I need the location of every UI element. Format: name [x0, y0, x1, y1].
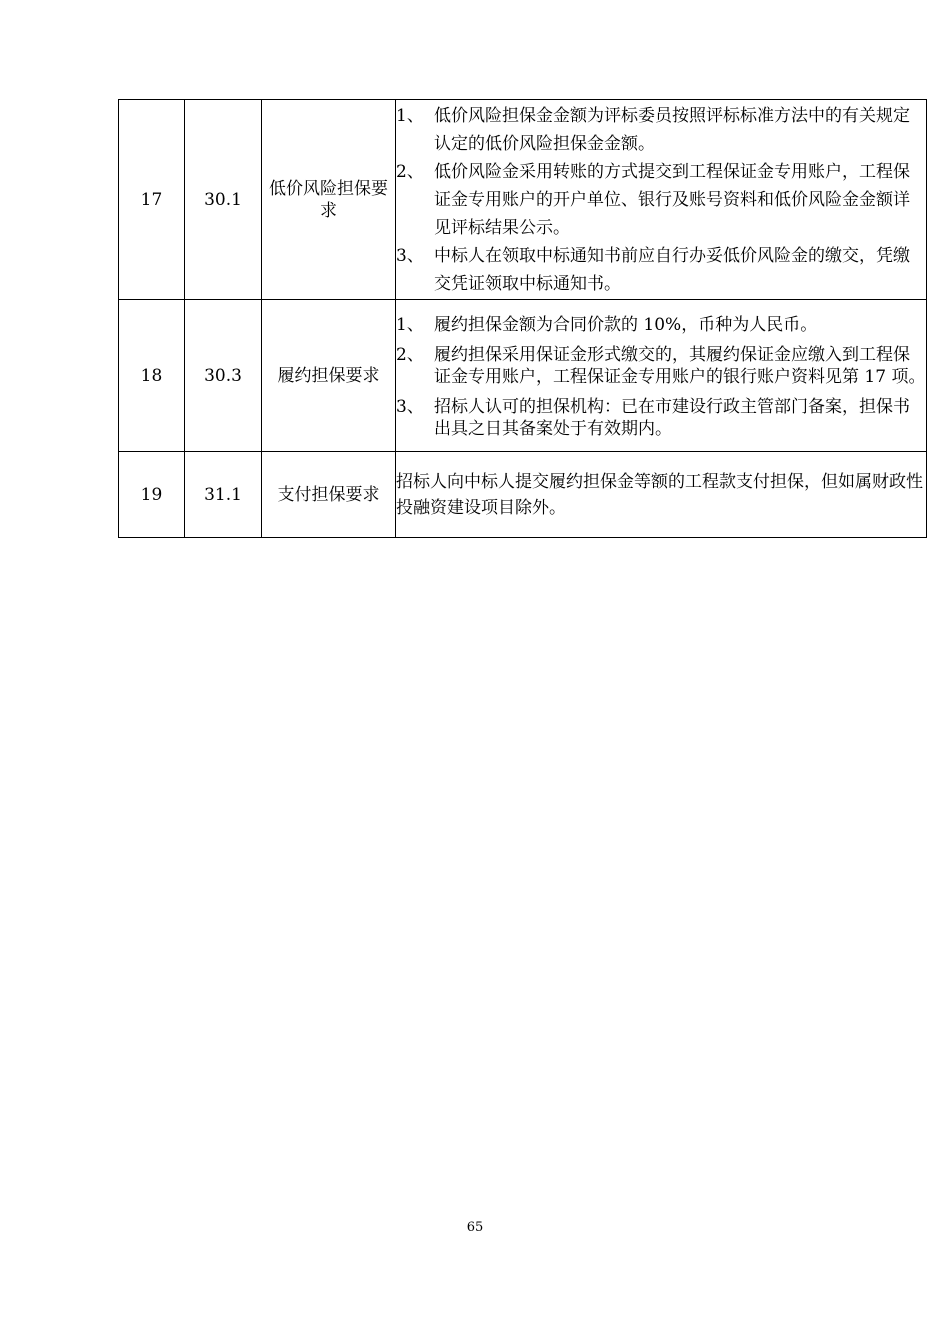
list-item-text: 中标人在领取中标通知书前应自行办妥低价风险金的缴交，凭缴交凭证领取中标通知书。	[434, 245, 910, 294]
item-description	[396, 452, 927, 538]
description-list	[396, 102, 926, 298]
list-item	[396, 102, 926, 158]
list-item-text: 招标人认可的担保机构：已在市建设行政主管部门备案，担保书出具之日其备案处于有效期内。	[434, 396, 910, 439]
description-text: 招标人向中标人提交履约担保金等额的工程款支付担保，但如属财政性投融资建设项目除外。	[396, 471, 923, 518]
item-name: 支付担保要求	[262, 452, 396, 538]
list-item	[396, 344, 926, 388]
list-item	[396, 242, 926, 298]
row-number: 19	[119, 452, 185, 538]
list-marker: 1、	[396, 314, 424, 335]
data-table	[118, 99, 927, 538]
list-marker: 1、	[396, 105, 424, 126]
row-number: 17	[119, 100, 185, 300]
item-description	[396, 100, 927, 300]
item-name: 履约担保要求	[262, 300, 396, 452]
list-item-text: 履约担保采用保证金形式缴交的，其履约保证金应缴入到工程保证金专用账户，工程保证金专用账户的银行账户资料见第 17 项。	[434, 344, 926, 387]
table-row	[119, 300, 927, 452]
list-marker: 2、	[396, 161, 424, 182]
page-number: 65	[466, 1220, 484, 1235]
row-number: 18	[119, 300, 185, 452]
list-marker: 3、	[396, 245, 424, 266]
item-name: 低价风险担保要求	[262, 100, 396, 300]
list-marker: 2、	[396, 344, 424, 365]
list-item-text: 低价风险金采用转账的方式提交到工程保证金专用账户，工程保证金专用账户的开户单位、银行及账号资料和低价风险金金额详见评标结果公示。	[434, 161, 910, 238]
description-list	[396, 314, 926, 440]
list-item-text: 履约担保金额为合同价款的 10%，币种为人民币。	[434, 314, 818, 335]
list-marker: 3、	[396, 396, 424, 417]
list-item	[396, 314, 926, 336]
list-item	[396, 158, 926, 242]
list-item-text: 低价风险担保金金额为评标委员按照评标标准方法中的有关规定认定的低价风险担保金金额。	[434, 105, 910, 154]
clause-number: 30.1	[185, 100, 262, 300]
table-row	[119, 452, 927, 538]
clause-number: 31.1	[185, 452, 262, 538]
item-description	[396, 300, 927, 452]
list-item	[396, 396, 926, 440]
clause-number: 30.3	[185, 300, 262, 452]
table-row	[119, 100, 927, 300]
